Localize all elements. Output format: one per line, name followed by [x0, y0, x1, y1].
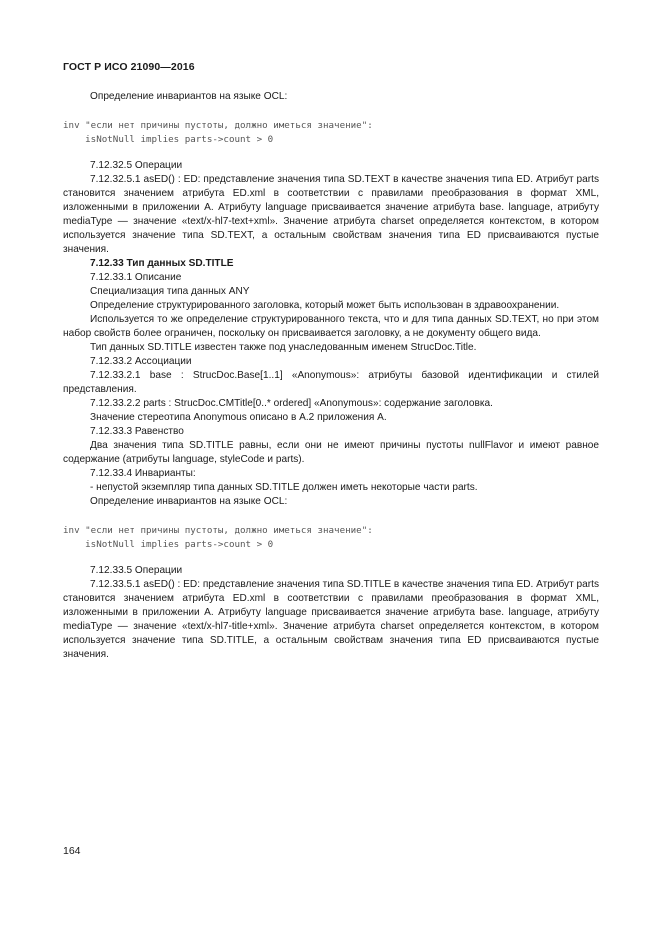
paragraph: Используется то же определение структурированного текста, что и для типа данных SD.TEXT, но при этом набор свойств более ограничен, поскольку он присваивается заголовку, а не документу общего вида.	[63, 314, 599, 339]
paragraph: Тип данных SD.TITLE известен также под унаследованным именем StrucDoc.Title.	[90, 342, 477, 353]
spacer	[63, 104, 599, 119]
paragraph: Специализация типа данных ANY	[90, 286, 250, 297]
document-body	[63, 90, 599, 662]
code-line: isNotNull implies parts->count > 0	[63, 539, 274, 550]
paragraph: Значение стереотипа Anonymous описано в А.2 приложения А.	[90, 412, 387, 423]
paragraph: 7.12.33.4 Инварианты:	[90, 468, 196, 479]
paragraph: 7.12.33.1 Описание	[90, 272, 182, 283]
paragraph: Определение инвариантов на языке OCL:	[90, 496, 288, 507]
spacer	[63, 147, 599, 159]
document-header: ГОСТ Р ИСО 21090—2016	[63, 61, 195, 73]
code-line: isNotNull implies parts->count > 0	[63, 134, 274, 145]
paragraph: 7.12.33.5.1 asED() : ED: представление значения типа SD.TITLE в качестве значения типа ED. Атрибут parts становится значением атрибута ED.xml в соответствии с правилами преобразования в формат XML, изложенными в приложении А. Атрибуту language присваивается значение атрибута base. language, атрибуту mediaType — значение «text/x-hl7-title+xml». Значение атрибута charset определяется контекстом, в котором используется значение типа SD.TITLE, а остальным свойствам значения типа ED присваиваются пустые значения.	[63, 579, 599, 660]
paragraph: 7.12.33.5 Операции	[90, 565, 183, 576]
paragraph: 7.12.32.5 Операции	[90, 160, 183, 171]
spacer	[63, 552, 599, 564]
paragraph: Определение инвариантов на языке OCL:	[90, 91, 288, 102]
paragraph: 7.12.33.2.2 parts : StrucDoc.CMTitle[0..* ordered] «Anonymous»: содержание заголовка.	[90, 398, 493, 409]
page-number: 164	[63, 845, 81, 857]
code-line: inv "если нет причины пустоты, должно иметься значение":	[63, 120, 373, 131]
list-item: - непустой экземпляр типа данных SD.TITLE должен иметь некоторые части parts.	[90, 482, 478, 493]
paragraph: Два значения типа SD.TITLE равны, если они не имеют причины пустоты nullFlavor и имеют равное содержание (атрибуты language, styleCode и parts).	[63, 440, 599, 465]
section-heading: 7.12.33 Тип данных SD.TITLE	[90, 258, 234, 269]
paragraph: 7.12.32.5.1 asED() : ED: представление значения типа SD.TEXT в качестве значения типа ED. Атрибут parts становится значением атрибута ED.xml в соответствии с правилами преобразования в формат XML, изложенными в приложении А. Атрибуту language присваивается значение атрибута base. language, атрибуту mediaType — значение «text/x-hl7-text+xml». Значение атрибута charset определяется контекстом, в котором используется значение типа SD.TEXT, а остальным свойствам значения типа ED присваиваются пустые значения.	[63, 174, 599, 255]
paragraph: Определение структурированного заголовка, который может быть использован в здравоохранении.	[90, 300, 560, 311]
paragraph: 7.12.33.3 Равенство	[90, 426, 184, 437]
paragraph: 7.12.33.2.1 base : StrucDoc.Base[1..1] «Anonymous»: атрибуты базовой идентификации и стилей представления.	[63, 370, 599, 395]
paragraph: 7.12.33.2 Ассоциации	[90, 356, 192, 367]
code-line: inv "если нет причины пустоты, должно иметься значение":	[63, 525, 373, 536]
spacer	[63, 509, 599, 524]
